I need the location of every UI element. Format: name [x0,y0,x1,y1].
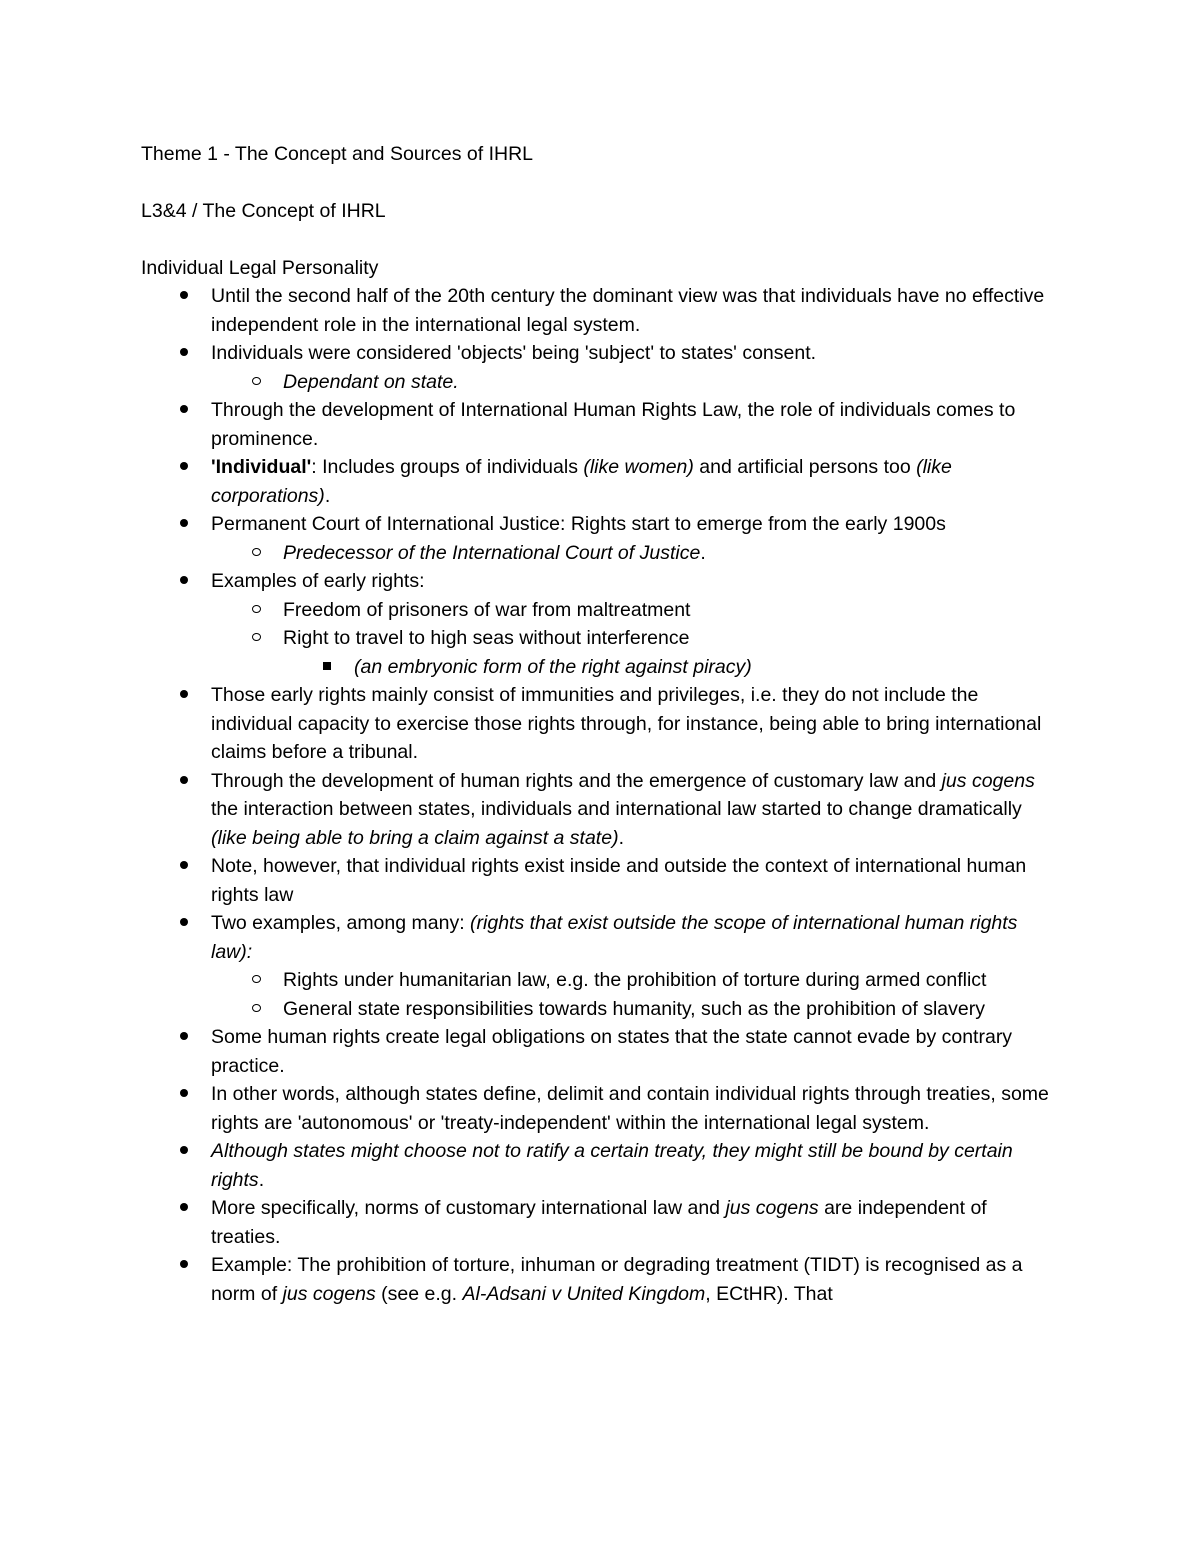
list-item [0,1137,1061,1194]
list-item [0,852,1061,909]
bullet-circle-icon [246,539,266,568]
list-item-text: Some human rights create legal obligations on states that the state cannot evade by contrary practice. [211,1026,1013,1077]
list-item-text: Permanent Court of International Justice: Rights start to emerge from the early 1900s [211,513,946,535]
list-item-text: (rights that exist outside the scope of international human rights law): [211,912,1018,963]
list-item [0,1251,1061,1308]
list-item [0,995,1073,1024]
bullet-dot-icon [174,681,194,710]
bullet-dot-icon [174,453,194,482]
lecture-heading: L3&4 / The Concept of IHRL [141,200,386,222]
list-item [0,453,1061,510]
list-item [0,282,1061,339]
list-item [0,396,1061,453]
bullet-dot-icon [174,1194,194,1223]
list-item [0,1194,1061,1251]
list-item [0,539,1073,568]
list-item [0,339,1061,368]
list-item [0,624,1073,653]
list-item-text: jus cogens [282,1282,376,1305]
bullet-dot-icon [174,282,194,311]
document-title: Theme 1 - The Concept and Sources of IHRL [141,143,534,165]
bullet-circle-icon [246,368,266,397]
list-item [0,1080,1061,1137]
bullet-dot-icon [174,1080,194,1109]
bullet-dot-icon [174,852,194,881]
list-item-text: Predecessor of the International Court of Justice [283,541,701,564]
list-item-text: (like corporations) [211,456,952,507]
list-item-text: Through the development of human rights and the emergence of customary law and [211,769,942,792]
list-item-text: are independent of treaties. [211,1197,987,1248]
list-item-text: and artificial persons too [693,456,917,478]
list-item [0,681,1061,767]
list-item-text: Examples of early rights: [211,570,425,592]
list-item-text: Note, however, that individual rights exist inside and outside the context of international human rights law [211,855,1027,906]
bullet-circle-icon [246,966,266,995]
bullet-circle-icon [246,624,266,653]
list-item-text: the interaction between states, individuals and international law started to change dramatically [211,798,1022,820]
list-item-text: . [258,1168,265,1191]
bullet-dot-icon [174,567,194,596]
list-item [0,1023,1061,1080]
list-item-text: More specifically, norms of customary international law and [211,1197,726,1219]
section-heading: Individual Legal Personality [141,257,379,279]
bullet-dot-icon [174,767,194,796]
list-item-text: : Includes groups of individuals [311,456,584,478]
list-item-text: (like women) [583,456,694,478]
list-item-text: Through the development of International Human Rights Law, the role of individuals comes to prominence. [211,399,1016,450]
list-item [0,567,1061,596]
list-item-text: In other words, although states define, delimit and contain individual rights through treaties, some rights are 'autonomous' or 'treaty-independent' within the international legal system. [211,1083,1049,1134]
bullet-dot-icon [174,396,194,425]
bullet-circle-icon [246,995,266,1024]
bullet-dot-icon [174,1137,194,1166]
list-item-text: Example: The prohibition of torture, inhuman or degrading treatment (TIDT) is recognised as a norm of [211,1254,1023,1305]
list-item-text: . [618,826,624,849]
list-item-text: Two examples, among many: [211,912,471,934]
list-item-text: (like being able to bring a claim against a state) [211,826,619,849]
bullet-square-icon [317,653,337,682]
list-item-text: (an embryonic form of the right against piracy) [354,655,752,678]
bullet-list [0,282,1200,1308]
list-item [0,510,1061,539]
list-item-text: Those early rights mainly consist of immunities and privileges, i.e. they do not include the individual capacity to exercise those rights through, for instance, being able to bring international claims before a tribunal. [211,684,1042,763]
list-item-text: 'Individual' [211,456,312,478]
list-item-text: Freedom of prisoners of war from maltreatment [283,598,691,621]
list-item [0,596,1073,625]
list-item-text: Dependant on state. [283,370,459,393]
list-item [0,909,1061,966]
bullet-dot-icon [174,1251,194,1280]
list-item-text: jus cogens [941,769,1035,792]
bullet-circle-icon [246,596,266,625]
list-item-text: Al-Adsani v United Kingdom [462,1282,706,1305]
list-item [0,767,1061,853]
bullet-dot-icon [174,339,194,368]
list-item-text: Although states might choose not to ratify a certain treaty, they might still be bound by certain rights [211,1140,1013,1191]
list-item-text: . [700,541,706,564]
list-item-text: jus cogens [725,1197,819,1219]
list-item-text: Right to travel to high seas without interference [283,627,690,649]
list-item [0,368,1073,397]
bullet-dot-icon [174,510,194,539]
list-item-text: Rights under humanitarian law, e.g. the prohibition of torture during armed conflict [283,969,987,991]
list-item-text: , ECtHR). That [705,1282,833,1305]
list-item-text: Until the second half of the 20th century the dominant view was that individuals have no effective independent role in the international legal system. [211,285,1045,336]
list-item [0,653,1074,682]
bullet-dot-icon [174,1023,194,1052]
list-item-text: . [324,484,331,507]
list-item [0,966,1073,995]
list-item-text: Individuals were considered 'objects' being 'subject' to states' consent. [211,342,817,364]
list-item-text: General state responsibilities towards humanity, such as the prohibition of slavery [283,997,985,1020]
bullet-dot-icon [174,909,194,938]
list-item-text: (see e.g. [375,1282,463,1305]
